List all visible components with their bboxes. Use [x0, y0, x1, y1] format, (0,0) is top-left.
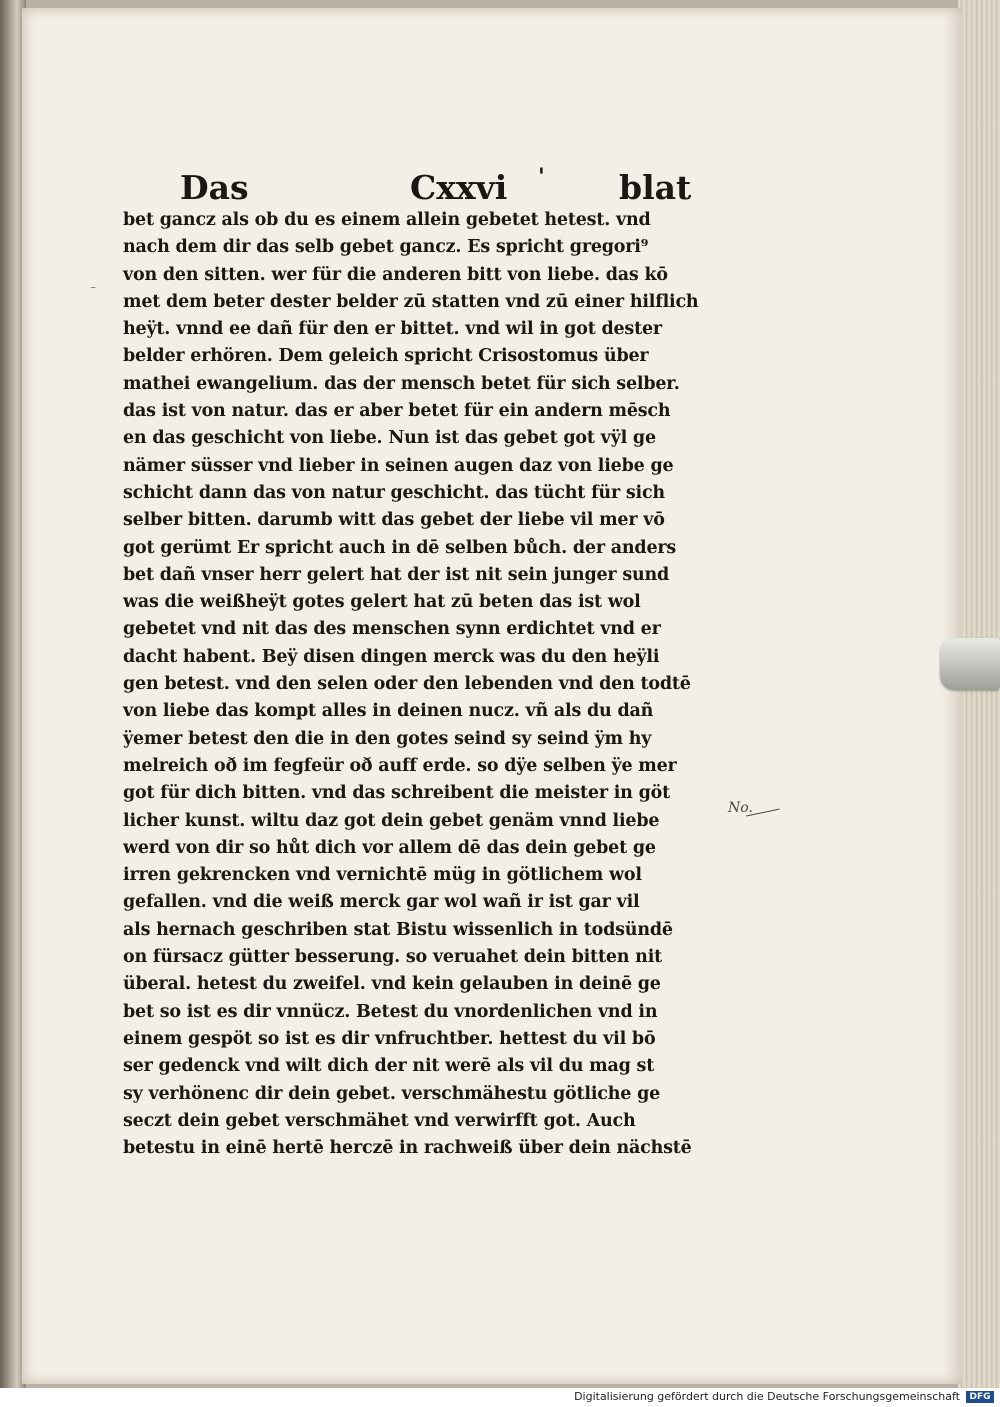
dfg-logo: DFG: [966, 1391, 994, 1403]
text-line: en das geschicht von liebe. Nun ist das gebet got vÿl ge: [123, 428, 656, 449]
text-line: gefallen. vnd die weiß merck gar wol wañ ir ist gar vil: [123, 892, 640, 913]
page-header: [0, 164, 1000, 208]
margin-tick: ⁻: [90, 282, 97, 296]
text-line: nach dem dir das selb gebet gancz. Es spricht gregori⁹: [123, 237, 649, 258]
text-line: was die weißheÿt gotes gelert hat zū beten das ist wol: [123, 592, 641, 613]
text-line: nämer süsser vnd lieber in seinen augen daz von liebe ge: [123, 455, 674, 476]
page-clip: [940, 638, 1000, 690]
text-line: von liebe das kompt alles in deinen nucz. vñ als du dañ: [123, 701, 654, 722]
text-line: melreich oð im fegfeür oð auff erde. so dÿe selben ÿe mer: [123, 755, 677, 776]
text-line: got gerümt Er spricht auch in dē selben bůch. der anders: [123, 537, 677, 558]
text-line: gen betest. vnd den selen oder den lebenden vnd den todtē: [123, 674, 691, 695]
text-line: überal. hetest du zweifel. vnd kein gelauben in deinē ge: [123, 974, 661, 995]
text-line: selber bitten. darumb witt das gebet der liebe vil mer vō: [123, 510, 665, 531]
text-line: einem gespöt so ist es dir vnfruchtber. hettest du vil bō: [123, 1028, 656, 1049]
text-line: betestu in einē hertē herczē in rachweiß über dein nächstē: [123, 1138, 692, 1159]
text-line: schicht dann das von natur geschicht. das tücht für sich: [123, 482, 665, 503]
text-line: das ist von natur. das er aber betet für ein andern mēsch: [123, 401, 671, 422]
text-line: von den sitten. wer für die anderen bitt von liebe. das kō: [123, 264, 668, 285]
footer-credit: Digitalisierung gefördert durch die Deutsche Forschungsgemeinschaft: [574, 1390, 960, 1403]
text-line: seczt dein gebet verschmähet vnd verwirfft got. Auch: [123, 1110, 636, 1131]
text-line: irren gekrencken vnd vernichtē müg in götlichem wol: [123, 865, 642, 886]
text-line: licher kunst. wiltu daz got dein gebet genäm vnnd liebe: [123, 810, 660, 831]
header-left: Das: [180, 168, 249, 207]
text-line: als hernach geschriben stat Bistu wissenlich in todsündē: [123, 919, 673, 940]
header-mark: ': [538, 164, 545, 190]
text-line: bet dañ vnser herr gelert hat der ist nit sein junger sund: [123, 564, 670, 585]
text-line: mathei ewangelium. das der mensch betet für sich selber.: [123, 373, 680, 394]
header-right: blat: [619, 168, 692, 207]
text-line: ÿemer betest den die in den gotes seind sy seind ÿm hy: [123, 728, 652, 749]
page-edges-right: [958, 0, 1000, 1388]
text-line: werd von dir so hůt dich vor allem dē das dein gebet ge: [123, 837, 656, 858]
text-line: got für dich bitten. vnd das schreibent die meister in göt: [123, 783, 670, 804]
text-line: bet gancz als ob du es einem allein gebetet hetest. vnd: [123, 210, 651, 230]
text-line: gebetet vnd nit das des menschen synn erdichtet vnd er: [123, 619, 661, 640]
footer-bar: [0, 1388, 1000, 1407]
text-line: heÿt. vnnd ee dañ für den er bittet. vnd wil in got dester: [123, 319, 662, 340]
body-text: [123, 207, 733, 1162]
text-line: dacht habent. Beÿ disen dingen merck was du den heÿli: [123, 646, 660, 667]
folio-number: Cxxvi: [410, 168, 508, 207]
text-line: met dem beter dester belder zū statten vnd zū einer hilflich: [123, 291, 699, 312]
text-line: on fürsacz gütter besserung. so veruahet dein bitten nit: [123, 947, 663, 968]
text-line: belder erhören. Dem geleich spricht Crisostomus über: [123, 346, 649, 367]
margin-note: No.: [728, 800, 753, 816]
text-line: sy verhönenc dir dein gebet. verschmähestu götliche ge: [123, 1083, 661, 1104]
text-line: bet so ist es dir vnnücz. Betest du vnordenlichen vnd in: [123, 1001, 658, 1022]
text-line: ser gedenck vnd wilt dich der nit werē als vil du mag st: [123, 1056, 655, 1077]
